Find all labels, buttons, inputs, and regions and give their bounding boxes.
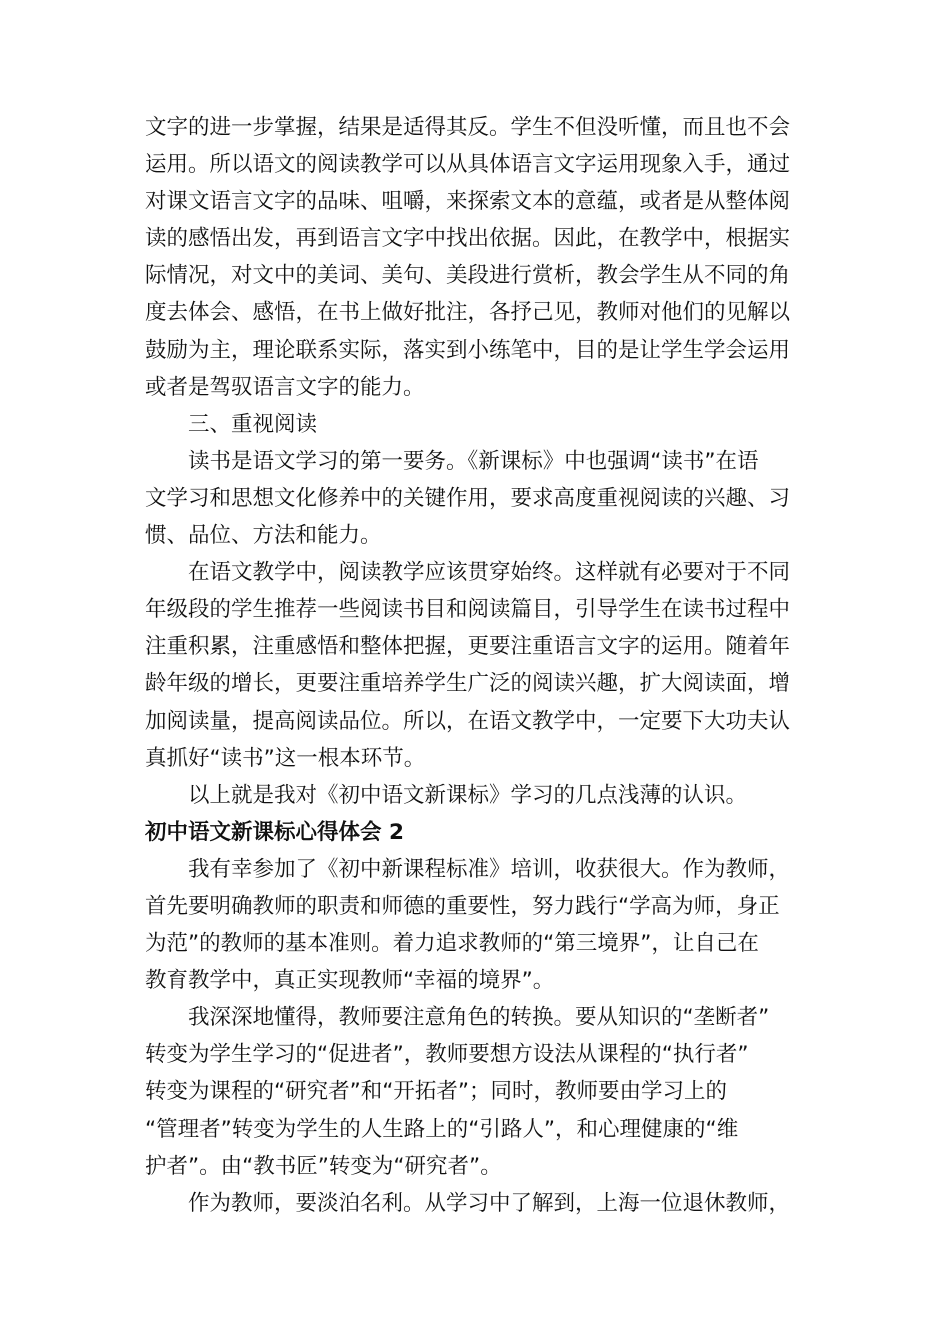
text-line: 首先要明确教师的职责和师德的重要性，努力践行“学高为师，身正 (145, 893, 780, 919)
text-line: 读书是语文学习的第一要务。《新课标》中也强调“读书”在语 (188, 448, 759, 474)
text-line: 注重积累，注重感悟和整体把握，更要注重语言文字的运用。随着年 (145, 634, 791, 660)
text-line: 在语文教学中，阅读教学应该贯穿始终。这样就有必要对于不同 (188, 560, 791, 586)
text-line: 我有幸参加了《初中新课程标准》培训，收获很大。作为教师， (188, 856, 791, 882)
text-line: 护者”。由“教书匠”转变为“研究者”。 (145, 1153, 502, 1179)
text-line: 我深深地懂得，教师要注意角色的转换。要从知识的“垄断者” (188, 1005, 770, 1031)
text-line: 转变为学生学习的“促进者”，教师要想方设法从课程的“执行者” (145, 1042, 749, 1068)
text-line: “管理者”转变为学生的人生路上的“引路人”，和心理健康的“维 (145, 1116, 739, 1142)
text-line: 作为教师，要淡泊名利。从学习中了解到，上海一位退休教师， (188, 1190, 791, 1216)
text-line: 三、重视阅读 (188, 411, 318, 437)
text-line: 鼓励为主，理论联系实际，落实到小练笔中，目的是让学生学会运用 (145, 337, 791, 363)
text-line: 或者是驾驭语言文字的能力。 (145, 374, 425, 400)
text-line: 真抓好“读书”这一根本环节。 (145, 745, 426, 771)
text-line: 龄年级的增长，更要注重培养学生广泛的阅读兴趣，扩大阅读面，增 (145, 671, 791, 697)
text-line: 度去体会、感悟，在书上做好批注，各抒己见，教师对他们的见解以 (145, 300, 791, 326)
text-line: 加阅读量，提高阅读品位。所以，在语文教学中，一定要下大功夫认 (145, 708, 791, 734)
text-line: 文字的进一步掌握，结果是适得其反。学生不但没听懂，而且也不会 (145, 115, 791, 140)
text-line: 以上就是我对《初中语文新课标》学习的几点浅薄的认识。 (188, 782, 748, 808)
text-line: 年级段的学生推荐一些阅读书目和阅读篇目，引导学生在读书过程中 (145, 597, 791, 623)
document-body (145, 109, 809, 1222)
text-line: 际情况，对文中的美词、美句、美段进行赏析，教会学生从不同的角 (145, 263, 791, 289)
text-line: 为范”的教师的基本准则。着力追求教师的“第三境界”，让自己在 (145, 931, 759, 957)
text-line: 对课文语言文字的品味、咀嚼，来探索文本的意蕴，或者是从整体阅 (145, 189, 791, 215)
text-line: 惯、品位、方法和能力。 (145, 523, 382, 549)
text-line: 转变为课程的“研究者”和“开拓者”；同时，教师要由学习上的 (145, 1079, 728, 1105)
section-heading: 初中语文新课标心得体会 2 (145, 819, 404, 845)
text-line: 读的感悟出发，再到语言文字中找出依据。因此，在教学中，根据实 (145, 226, 791, 252)
text-line: 运用。所以语文的阅读教学可以从具体语言文字运用现象入手，通过 (145, 152, 791, 178)
text-line: 文学习和思想文化修养中的关键作用，要求高度重视阅读的兴趣、习 (145, 485, 791, 511)
text-line: 教育教学中，真正实现教师“幸福的境界”。 (145, 968, 555, 994)
